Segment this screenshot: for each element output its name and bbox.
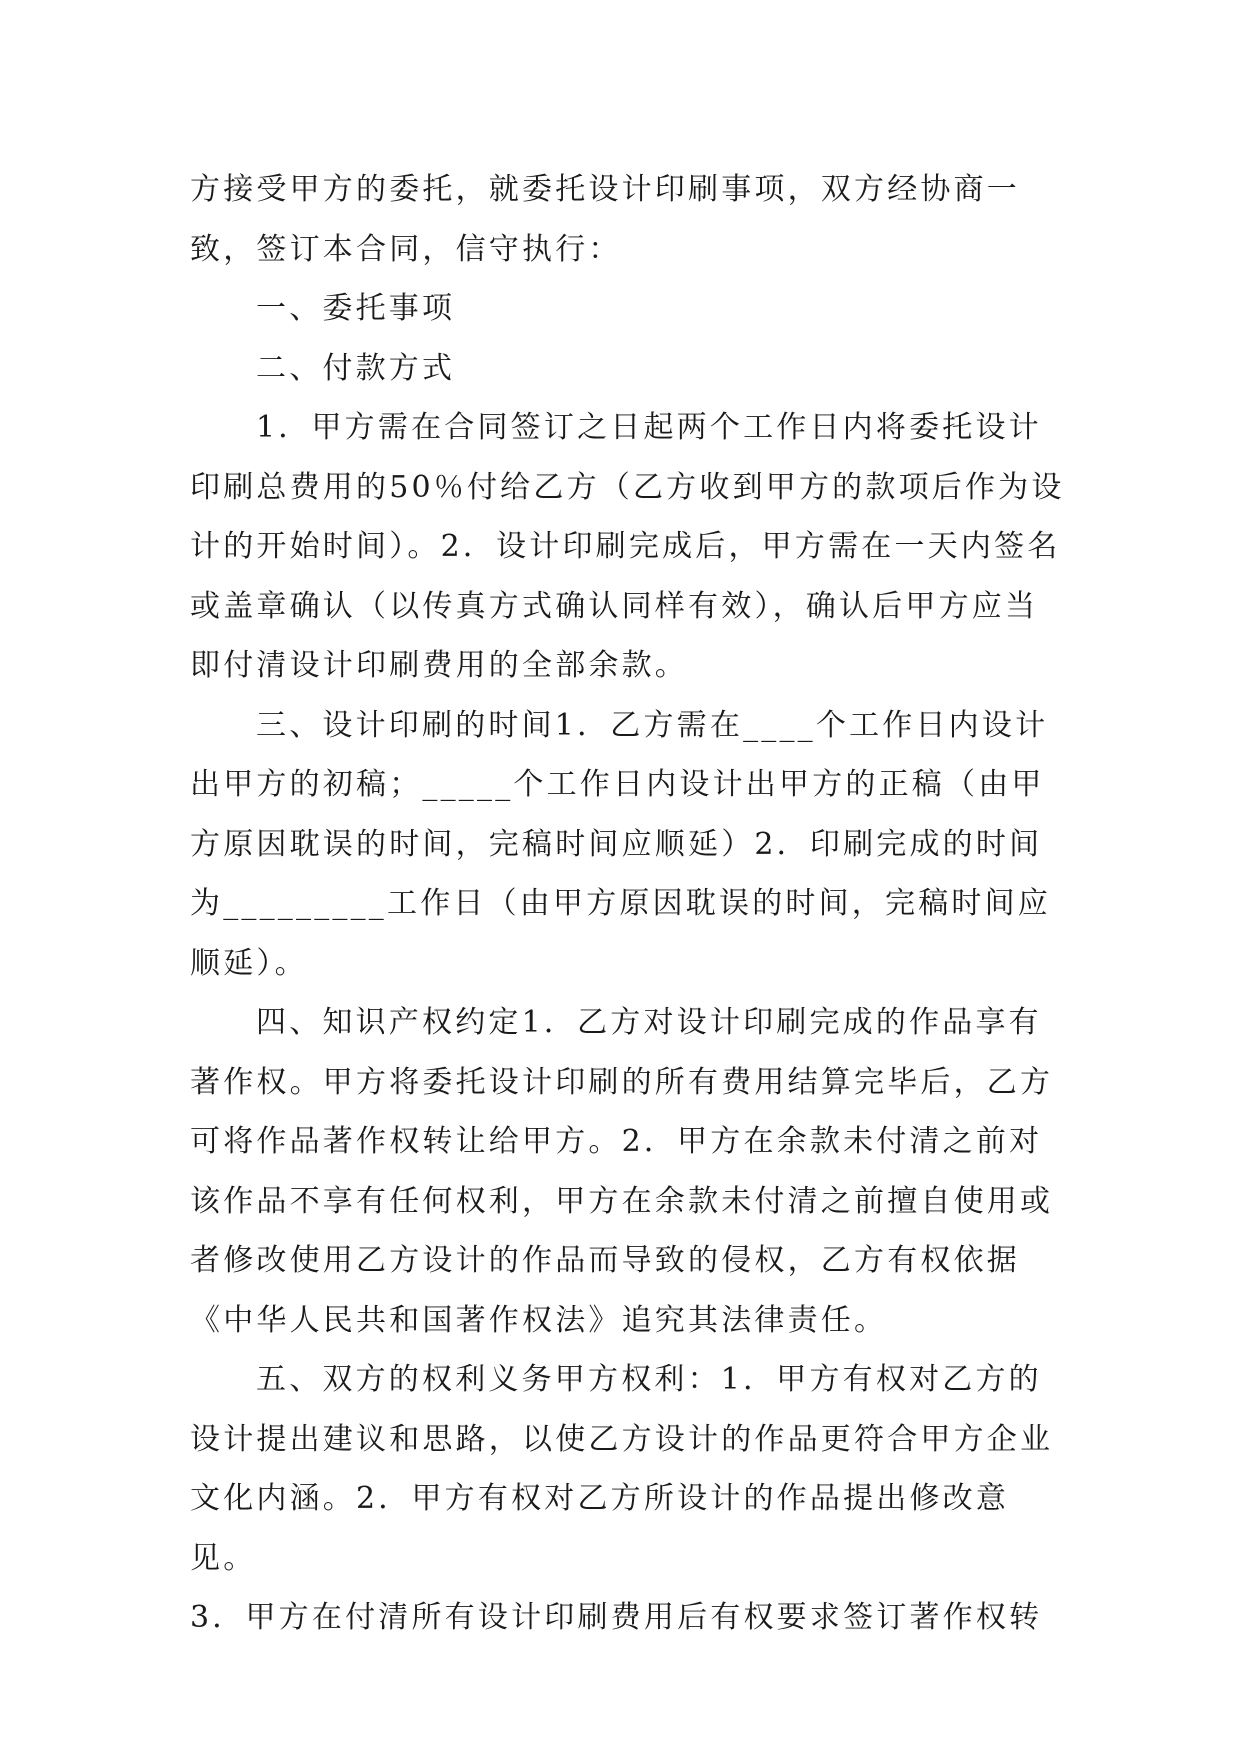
paragraph-intellectual-property: 四、知识产权约定1．乙方对设计印刷完成的作品享有著作权。甲方将委托设计印刷的所有费用结算完毕后，乙方可将作品著作权转让给甲方。2．甲方在余款未付清之前对该作品不享有任何权利，甲方在余款未付清之前擅自使用或者修改使用乙方设计的作品而导致的侵权，乙方有权依据《中华人民共和国著作权法》追究其法律责任。 [190,1005,1054,1338]
paragraph-schedule: 三、设计印刷的时间1．乙方需在____个工作日内设计出甲方的初稿；_____个工作日内设计出甲方的正稿（由甲方原因耽误的时间，完稿时间应顺延）2．印刷完成的时间为_________工作日（由甲方原因耽误的时间，完稿时间应顺延）。 [190,707,1051,981]
paragraph-preamble: 方接受甲方的委托，就委托设计印刷事项，双方经协商一致，签订本合同，信守执行： [190,172,1020,267]
section-heading-commission: 一、委托事项 [256,291,456,326]
paragraph-payment-terms: 1．甲方需在合同签订之日起两个工作日内将委托设计印刷总费用的50％付给乙方（乙方收到甲方的款项后作为设计的开始时间）。2．设计印刷完成后，甲方需在一天内签名或盖章确认（以传真方式确认同样有效），确认后甲方应当即付清设计印刷费用的全部余款。 [190,410,1065,683]
paragraph-rights-continued: 3．甲方在付清所有设计印刷费用后有权要求签订著作权转 [190,1600,1043,1635]
section-heading-payment: 二、付款方式 [256,350,456,386]
paragraph-rights-obligations: 五、双方的权利义务甲方权利：1．甲方有权对乙方的设计提出建议和思路，以使乙方设计的作品更符合甲方企业文化内涵。2．甲方有权对乙方所设计的作品提出修改意见。 [190,1362,1054,1576]
document-body [190,160,1070,1648]
